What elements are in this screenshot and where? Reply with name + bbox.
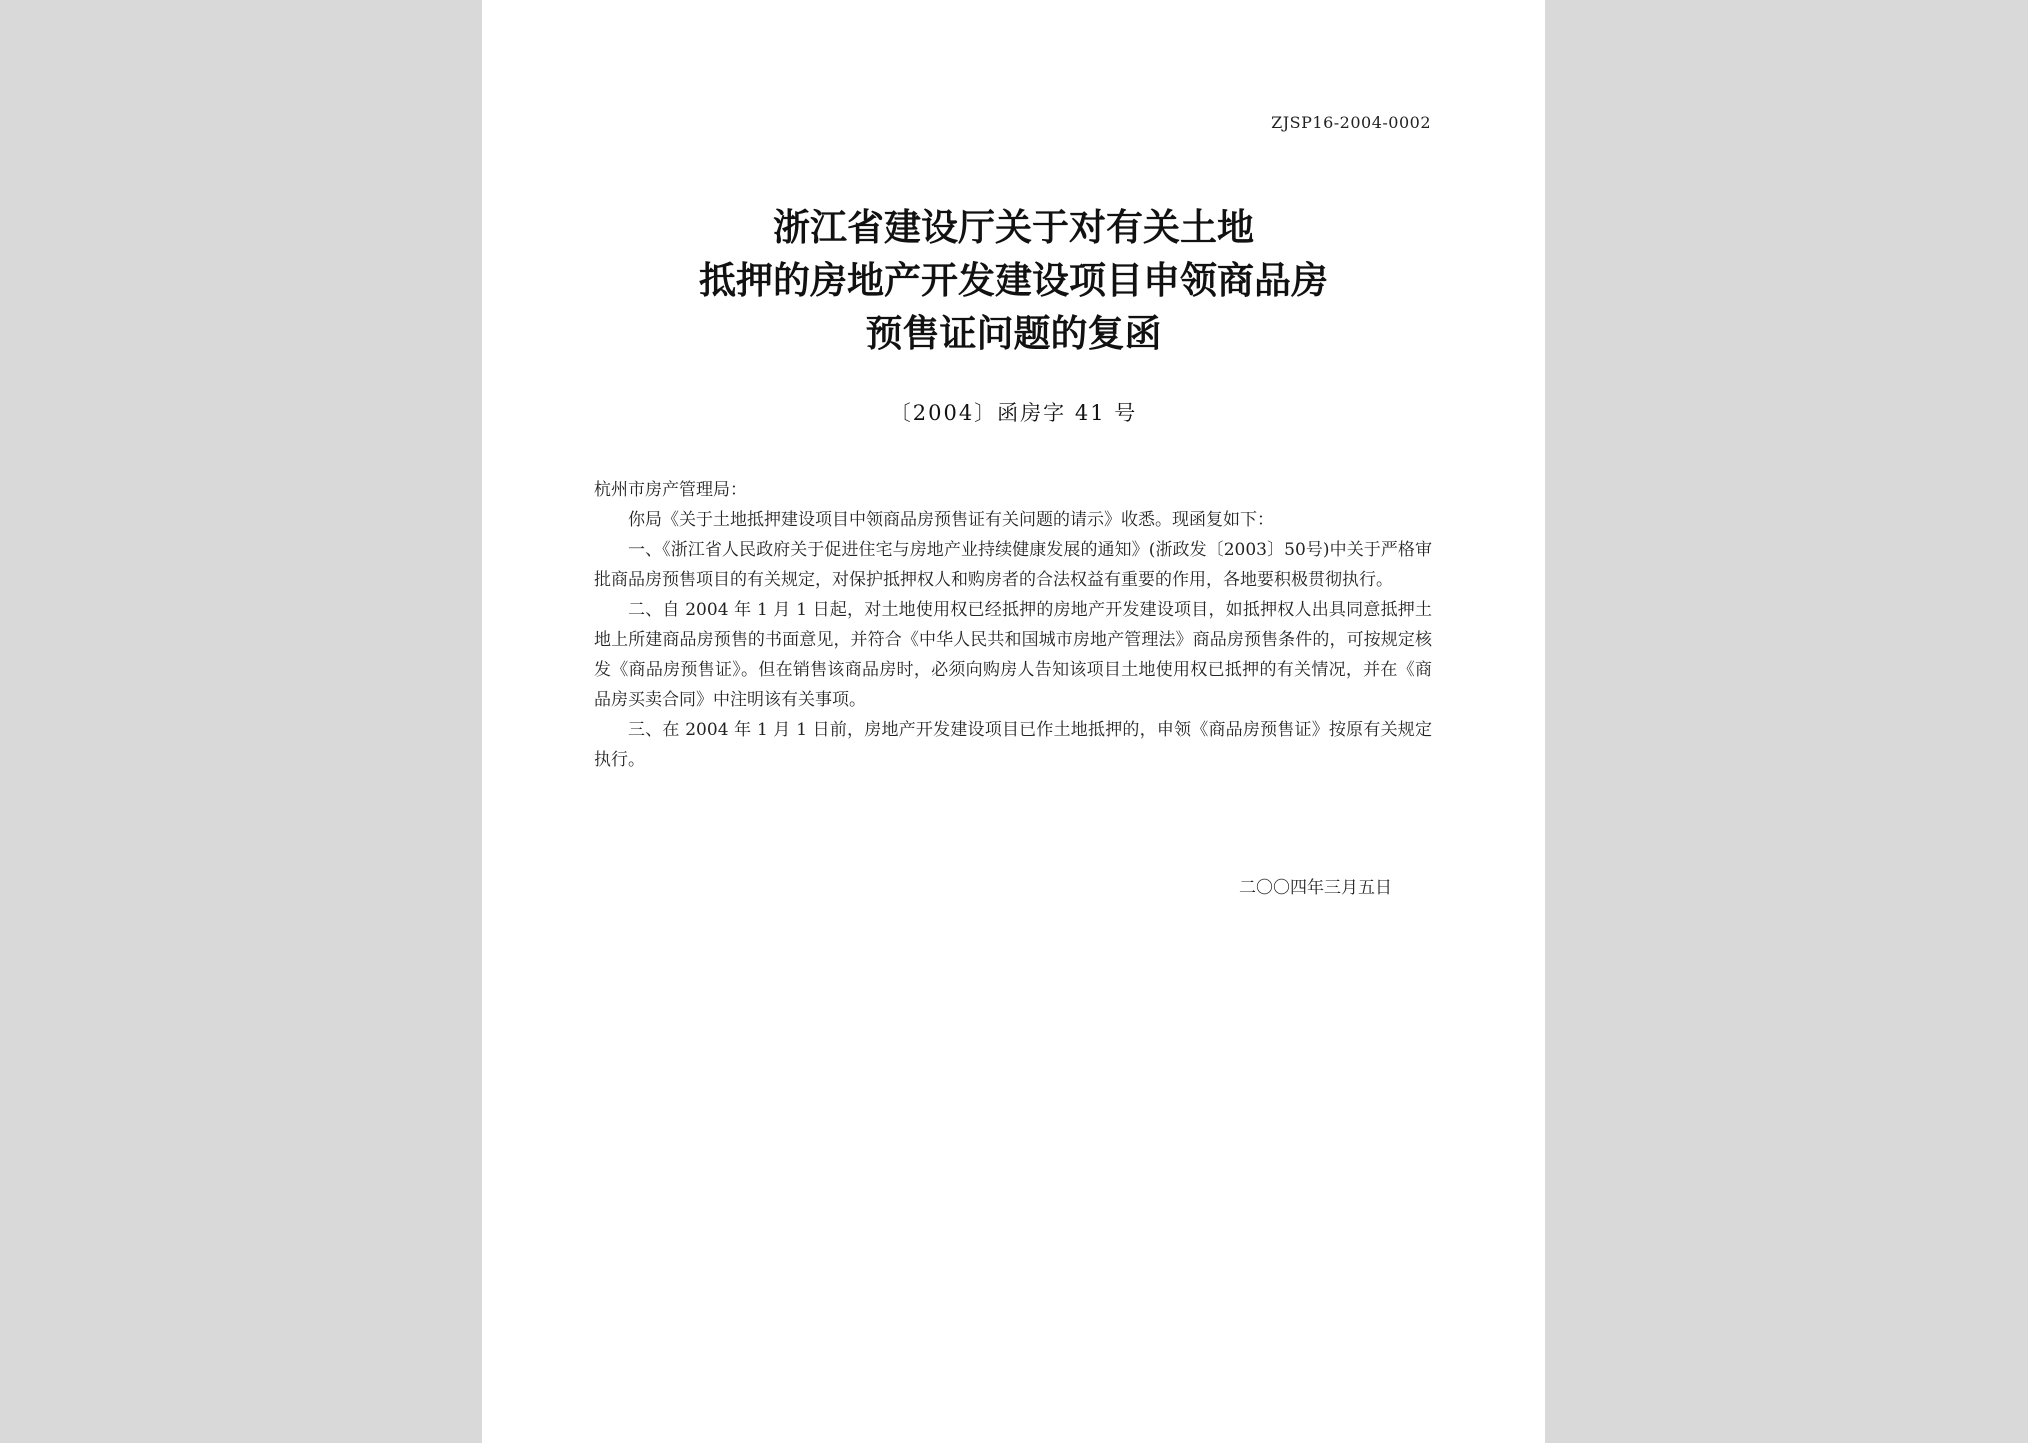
body-paragraph: 一、《浙江省人民政府关于促进住宅与房地产业持续健康发展的通知》(浙政发〔2003〕50号)中关于严格审批商品房预售项目的有关规定，对保护抵押权人和购房者的合法权益有重要的作用，各地要积极贯彻执行。 [594,540,1432,590]
body-paragraph: 三、在 2004 年 1 月 1 日前，房地产开发建设项目已作土地抵押的，申领《商品房预售证》按原有关规定执行。 [594,720,1432,770]
document-code: ZJSP16-2004-0002 [1271,113,1431,132]
title-line: 浙江省建设厅关于对有关土地 [773,206,1254,249]
body-paragraph: 二、自 2004 年 1 月 1 日起，对土地使用权已经抵押的房地产开发建设项目，如抵押权人出具同意抵押土地上所建商品房预售的书面意见，并符合《中华人民共和国城市房地产管理法》商品房预售条件的，可按规定核发《商品房预售证》。但在销售该商品房时，必须向购房人告知该项目土地使用权已抵押的有关情况，并在《商品房买卖合同》中注明该有关事项。 [594,600,1432,710]
document-body [594,475,1432,775]
body-paragraph: 你局《关于土地抵押建设项目中领商品房预售证有关问题的请示》收悉。现函复如下： [628,510,1274,530]
document-page [482,0,1545,1443]
title-line: 抵押的房地产开发建设项目申领商品房 [699,259,1328,302]
reference-number: 〔2004〕函房字 41 号 [889,401,1138,425]
document-title [482,201,1545,360]
document-date: 二〇〇四年三月五日 [1239,878,1392,898]
title-line: 预售证问题的复函 [865,312,1162,355]
addressee: 杭州市房产管理局： [594,480,747,500]
